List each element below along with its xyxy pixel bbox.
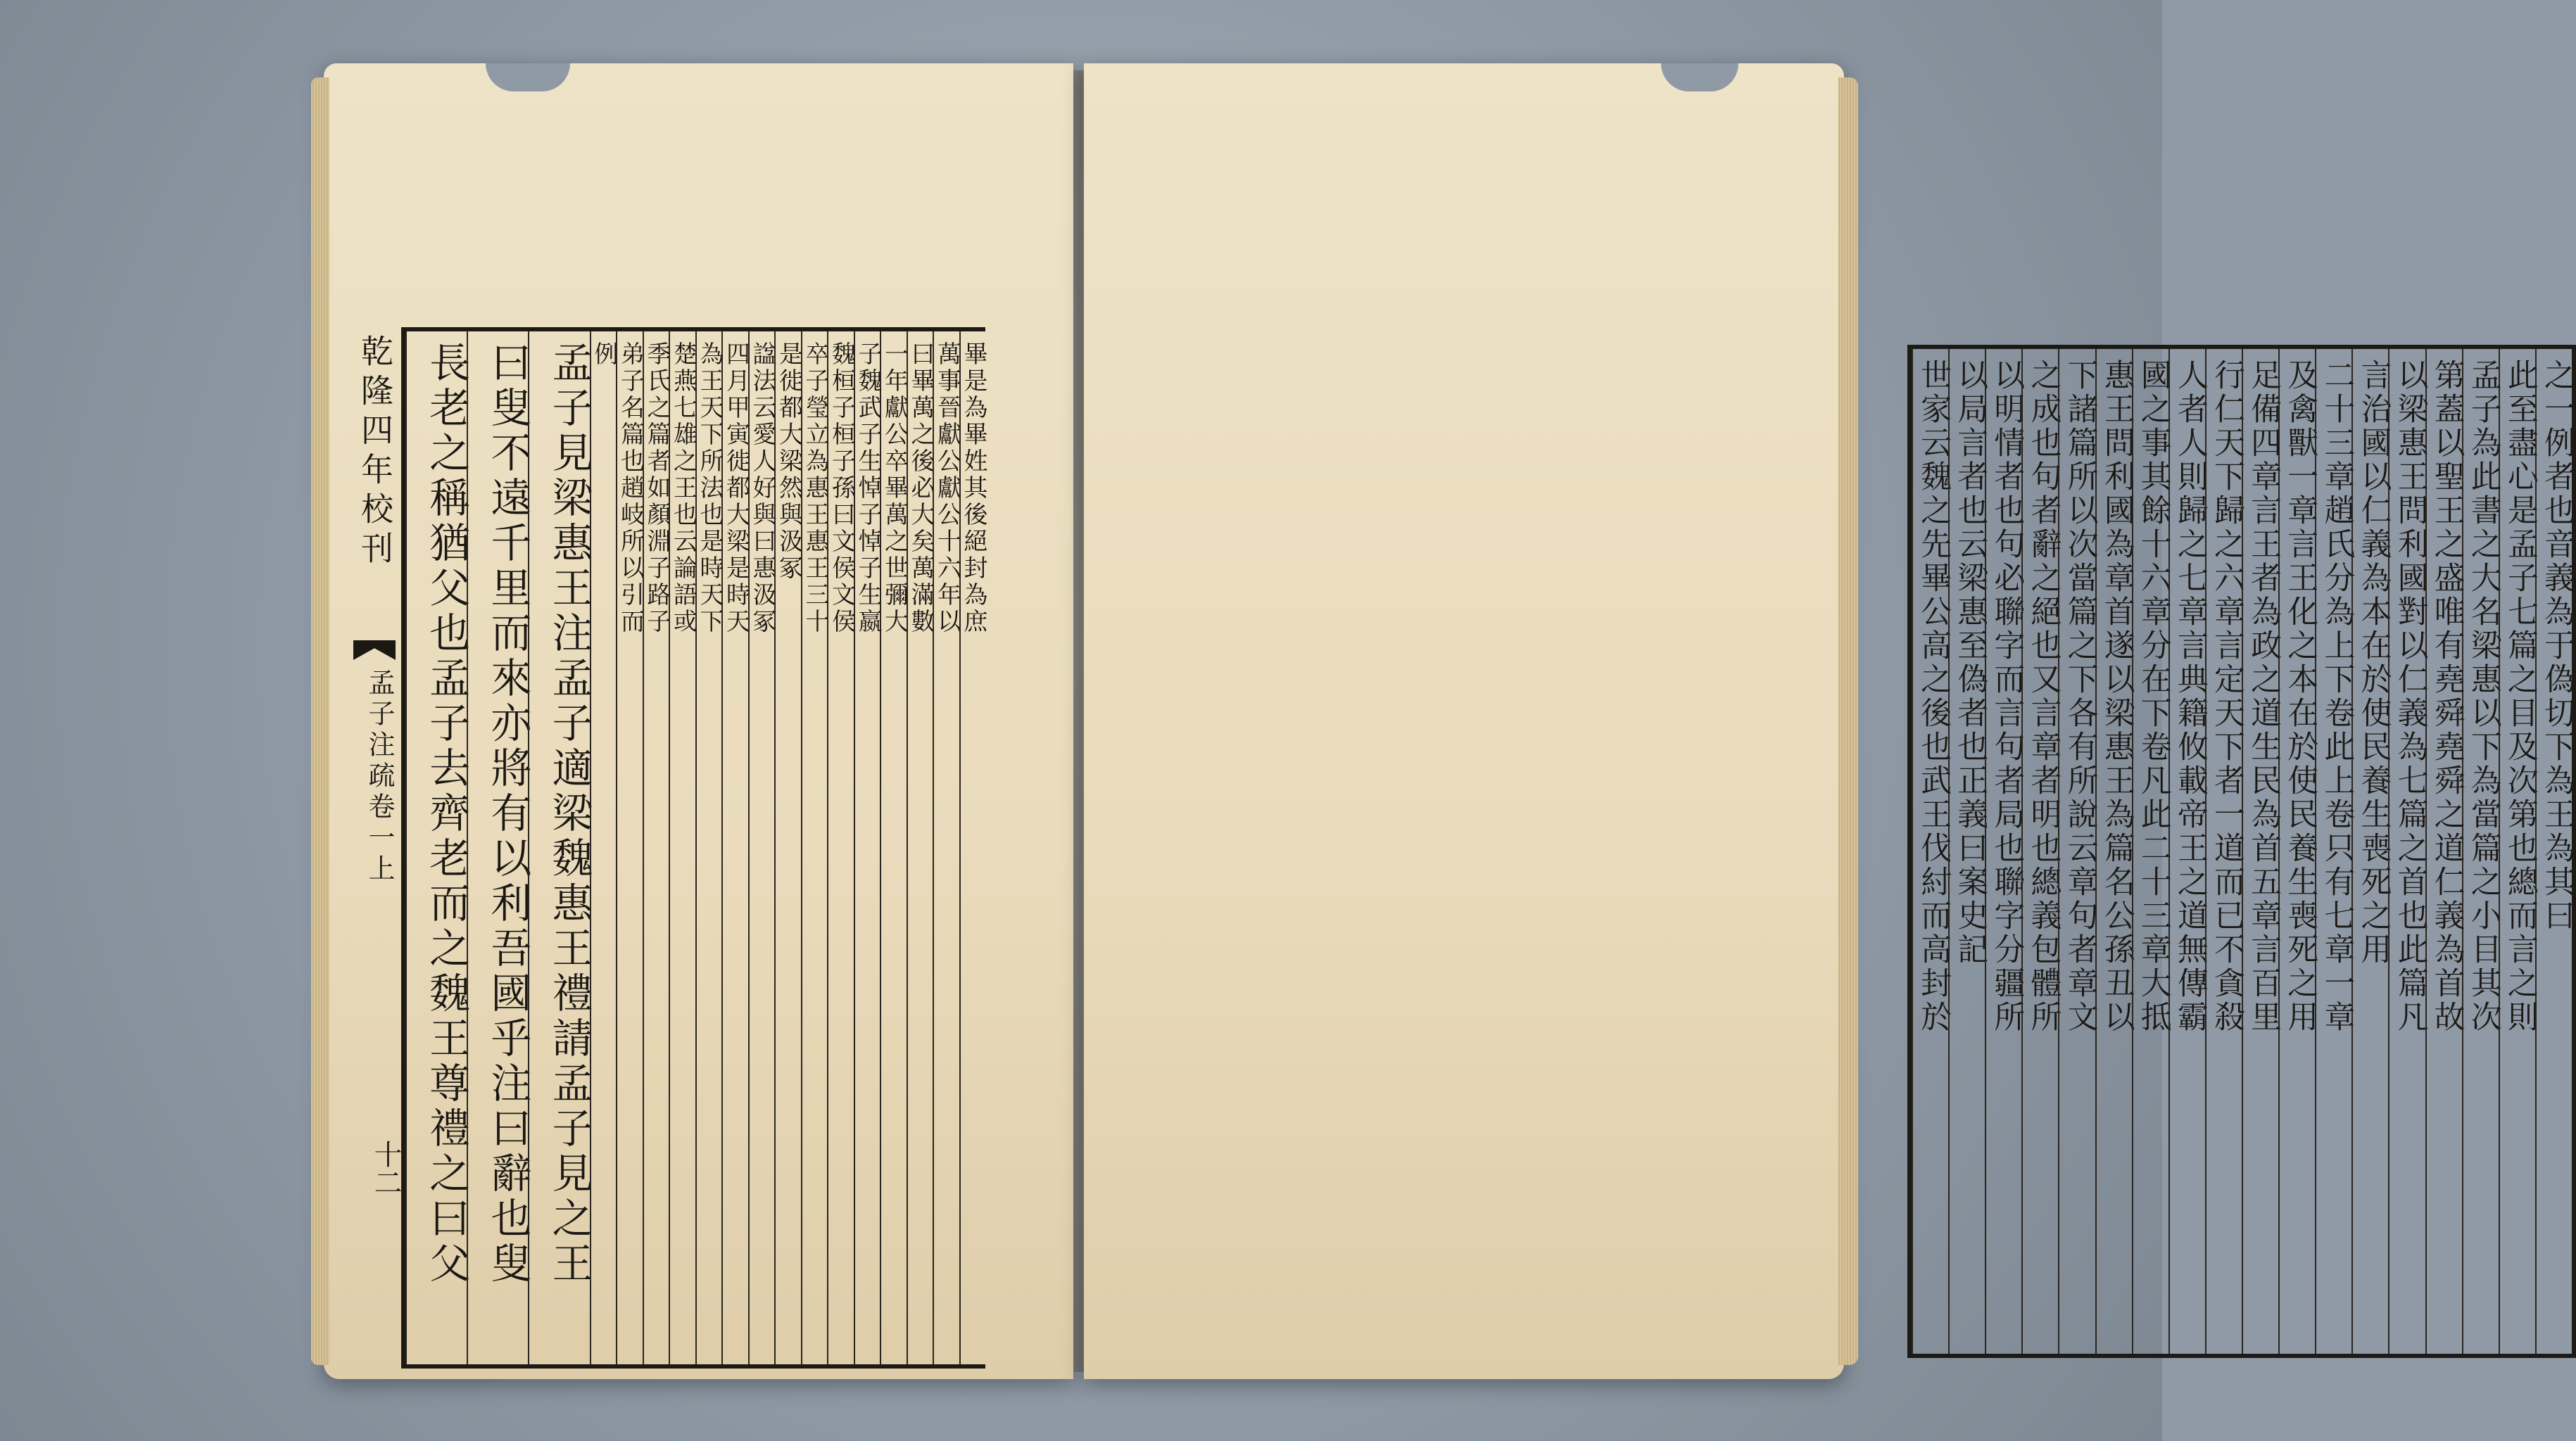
note-column: 畢是為畢姓其後絕封為庶: [959, 331, 986, 1364]
note-column: 魏桓子桓子孫曰文侯文侯: [827, 331, 854, 1364]
note-column: 季氏之篇者如顏淵子路子: [643, 331, 669, 1364]
note-column: 及禽獸一章言王化之本在於使民養生喪死之用: [2278, 349, 2315, 1354]
left-text-frame: [401, 327, 985, 1369]
right-page: [1084, 63, 2575, 1379]
main-text-column: 孟子見梁惠王注孟子適梁魏惠王禮請孟子見之王: [528, 331, 589, 1364]
margin-page-number: 十二: [370, 1140, 402, 1196]
note-column: 以梁惠王問利國對以仁義為七篇之首也此篇凡: [2388, 349, 2425, 1354]
note-column: 曰畢萬之後必大矣萬滿數: [907, 331, 933, 1364]
note-column: 此至盡心是孟子七篇之目及次第也總而言之則: [2499, 349, 2535, 1354]
note-column: 萬事晉獻公獻公十六年以: [933, 331, 959, 1364]
margin-title: 乾隆四年校刊: [356, 334, 394, 571]
note-column: 二十三章趙氏分為上下卷此上卷只有七章一章: [2315, 349, 2351, 1354]
right-text-frame: [1907, 345, 2576, 1358]
note-column: 卒子瑩立為惠王惠王三十: [801, 331, 828, 1364]
note-column: 下諸篇所以次當篇之下各有所說云章句者章文: [2058, 349, 2095, 1354]
note-column: 足備四章言王者為政之道生民為首五章言百里: [2242, 349, 2278, 1354]
left-page: [324, 63, 1073, 1379]
note-column: 言治國以仁義為本在於使民養生喪死之用: [2351, 349, 2388, 1354]
note-column: 以明情者也句必聯字而言句者局也聯字分疆所: [1985, 349, 2021, 1354]
left-column-grid: [405, 331, 985, 1364]
note-column: 之一例者也音義為于偽切下為王為其曰: [2535, 349, 2572, 1354]
note-column: 是徙都大梁然與汲冢: [774, 331, 801, 1364]
page-tear: [1661, 63, 1738, 91]
note-column: 以局言者也云梁惠至偽者也正義曰案史記: [1948, 349, 1985, 1354]
note-column: 國之事其餘十六章分在下卷凡此二十三章大抵: [2132, 349, 2168, 1354]
note-column: 弟子名篇也趙岐所以引而: [616, 331, 643, 1364]
note-column: 惠王問利國為章首遂以梁惠王為篇名公孫丑以: [2095, 349, 2132, 1354]
note-column: 四月甲寅徙都大梁是時天: [721, 331, 748, 1364]
note-column: 為王天下所法也是時天下: [695, 331, 722, 1364]
main-text-column: 長老之稱猶父也孟子去齊老而之魏王尊禮之曰父: [405, 331, 467, 1364]
main-text-column: 曰叟不遠千里而來亦將有以利吾國乎注曰辭也叟: [467, 331, 528, 1364]
note-column: 例: [590, 331, 617, 1364]
note-column: 諡法云愛人好與曰惠汲冢: [748, 331, 775, 1364]
note-column: 人者人則歸之七章言典籍攸載帝王之道無傳霸: [2168, 349, 2205, 1354]
note-column: 世家云魏之先畢公高之後也武王伐紂而高封於: [1912, 349, 1948, 1354]
note-column: 孟子為此書之大名梁惠以下為當篇之小目其次: [2462, 349, 2499, 1354]
note-column: 子魏武子生悼子悼子生嬴: [854, 331, 880, 1364]
margin-book-title: 孟子注疏卷一上: [364, 668, 395, 885]
note-column: 一年獻公卒畢萬之世彌大: [880, 331, 907, 1364]
fishtail-mark-icon: [353, 640, 396, 660]
note-column: 之成也句者辭之絕也又言章者明也總義包體所: [2021, 349, 2058, 1354]
open-book: [310, 49, 2575, 1386]
page-tear: [486, 63, 570, 91]
right-column-grid: [1912, 349, 2575, 1354]
note-column: 行仁天下歸之六章言定天下者一道而已不貪殺: [2205, 349, 2242, 1354]
note-column: 第蓋以聖王之盛唯有堯舜堯舜之道仁義為首故: [2425, 349, 2462, 1354]
note-column: 楚燕七雄之王也云論語或: [669, 331, 695, 1364]
